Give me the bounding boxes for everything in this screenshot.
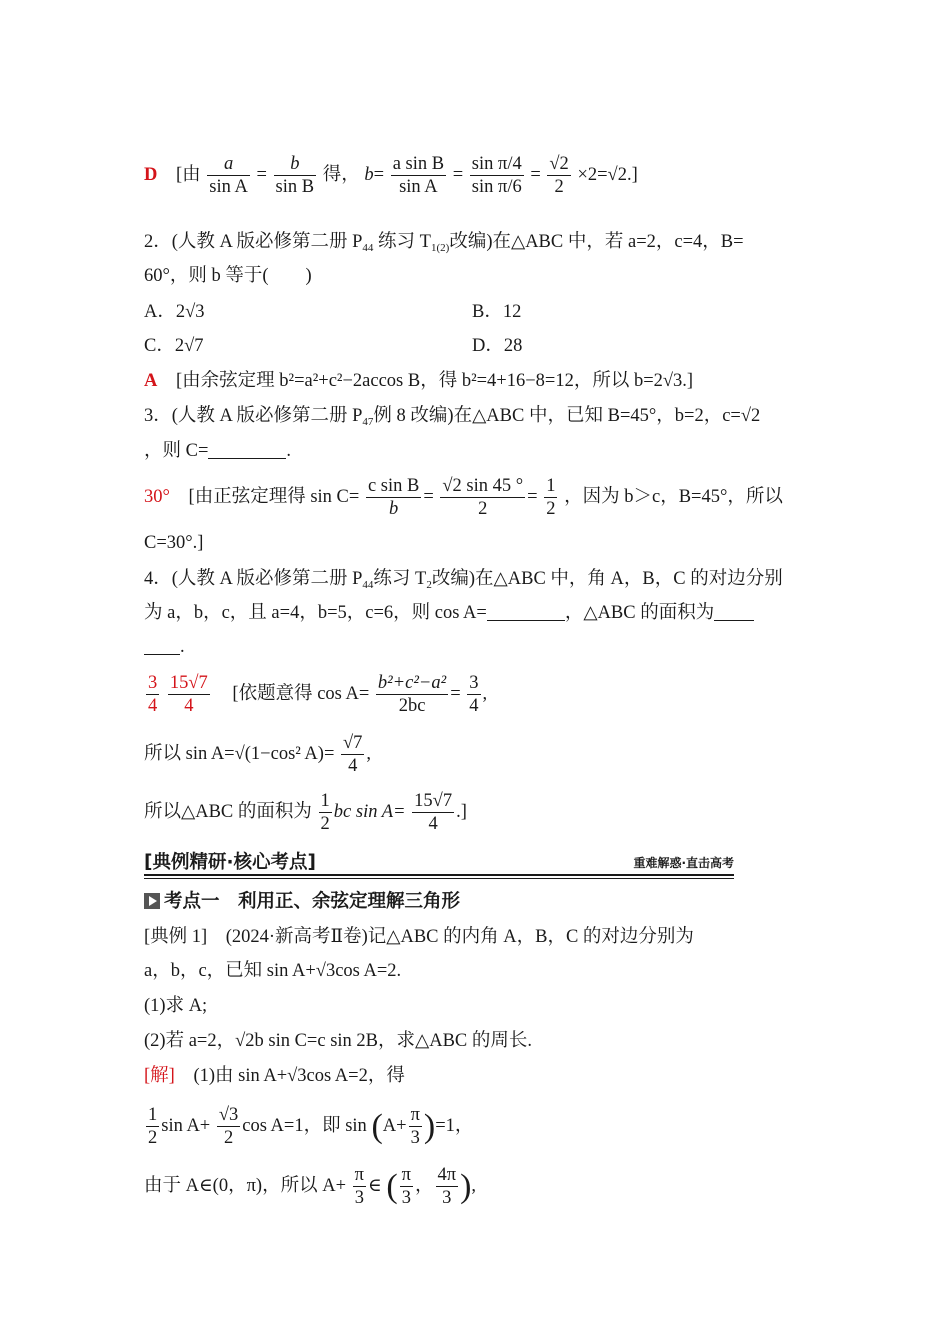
- q4-stem-line1: 4．(人教 A 版必修第二册 $P_{44}$练习 $T_2$改编)在△ABC 中，角 A，B，C 的对边分别: [144, 569, 783, 591]
- section-header: [144, 848, 734, 876]
- q2-stem-line1: 2．(人教 A 版必修第二册 $P_{44}$ 练习 $T_{1(2)}$改编)在△ABC 中，若 a=2，c=4，B=: [144, 232, 744, 254]
- fraction: $\frac{√3}{2}$: [218, 1105, 239, 1149]
- fraction: $\frac{\text{sin π/4}}{\text{sin π/6}}$: [471, 154, 522, 198]
- fraction: $\frac{3}{4}$: [469, 673, 479, 717]
- example-line2: a，b，c，已知 sin A+√3cos A=2.: [144, 961, 402, 981]
- key-point-heading: 考点一 利用正、余弦定理解三角形: [144, 890, 460, 914]
- fraction: $\frac{1}{2}$: [148, 1105, 158, 1149]
- q1-text: [由: [176, 165, 201, 185]
- q4-stem-line3: .: [144, 635, 185, 659]
- solution-start: [解] (1)由 sin A+√3cos A=2，得: [144, 1066, 405, 1086]
- fraction: $\frac{\text{c sin B}}{b}$: [367, 476, 420, 520]
- fraction: $\frac{15√7}{4}$: [414, 791, 453, 835]
- example-q2: (2)若 a=2，√2b sin C=c sin 2B，求△ABC 的周长.: [144, 1031, 533, 1051]
- q4-answer-1: $\frac{3}{4}$: [148, 673, 158, 717]
- q1-answer-letter: D: [144, 165, 158, 185]
- section-tagline: 重难解惑·直击高考: [633, 856, 734, 870]
- answer-blank: [208, 440, 286, 459]
- q3-stem-line1: 3．(人教 A 版必修第二册 $P_{47}$例 8 改编)在△ABC 中，已知 B=45°，b=2，c=√2: [144, 406, 761, 428]
- fraction: $\frac{a}{\text{sin A}}$: [209, 154, 248, 198]
- q4-solution-line2: 所以 sin A=√(1−cos² A)= $\frac{√7}{4}$ ,: [144, 733, 372, 777]
- q4-solution-line3: 所以△ABC 的面积为 $\frac{1}{2}$ bc sin A= $\frac{15√7}{4}$ .]: [144, 791, 467, 835]
- fraction: $\frac{√2 \sin 45 ^\circ}{2}$: [442, 476, 524, 520]
- fraction: $\frac{b}{\text{sin B}}$: [275, 154, 315, 198]
- fraction: $\frac{√2}{2}$: [549, 154, 569, 198]
- fraction: $\frac{\text{a sin B}}{\text{sin A}}$: [392, 154, 445, 198]
- example-line1: [典例 1] (2024·新高考Ⅱ卷)记△ABC 的内角 A，B，C 的对边分别为: [144, 927, 694, 947]
- q2-option-b[interactable]: B．12: [472, 302, 522, 322]
- answer-blank: [714, 602, 754, 621]
- q2-option-c[interactable]: C．2√7: [144, 336, 204, 356]
- q4-stem-line2: 为 a，b，c，且 a=4，b=5，c=6，则 cos A= ，△ABC 的面积为: [144, 601, 754, 625]
- q3-answer: 30°: [144, 487, 170, 507]
- fraction: $\frac{4\pi}{3}$: [437, 1165, 457, 1209]
- q4-solution-line1: $\frac{3}{4}$ $\frac{15√7}{4}$ [依题意得 cos A= $\frac{\text{b²+c²−a²}}{2bc}$ = $\frac{3}{4}$ ,: [148, 673, 488, 717]
- q4-answer-2: $\frac{15√7}{4}$: [169, 673, 208, 717]
- jie-label: [解]: [144, 1066, 175, 1086]
- q2-answer-letter: A: [144, 371, 158, 391]
- q2-stem-line2: 60°，则 b 等于( ): [144, 266, 312, 286]
- fraction: $\frac{\pi}{3}$: [354, 1165, 364, 1209]
- fraction: $\frac{\text{b²+c²−a²}}{2bc}$: [377, 673, 447, 717]
- fraction: $\frac{1}{2}$: [320, 791, 330, 835]
- q3-solution-line2: C=30°.]: [144, 533, 204, 553]
- fraction: $\frac{\pi}{3}$: [401, 1165, 411, 1209]
- q3-stem-line2: ，则 C= .: [144, 441, 292, 461]
- fraction: $\frac{\pi}{3}$: [410, 1105, 420, 1149]
- section-title: [典例精研·核心考点]: [144, 852, 316, 873]
- solution-line2: $\frac{1}{2}$ sin A+ $\frac{√3}{2}$ cos A=1，即 sin (A+ $\frac{\pi}{3}$ )=1，: [148, 1105, 474, 1149]
- example-q1: (1)求 A;: [144, 996, 208, 1016]
- q2-option-a[interactable]: A．2√3: [144, 302, 205, 322]
- q2-solution: A [由余弦定理 b²=a²+c²−2accos B，得 b²=4+16−8=12，所以 b=2√3.]: [144, 371, 694, 391]
- answer-blank: [144, 636, 180, 655]
- fraction: $\frac{√7}{4}$: [343, 733, 363, 777]
- q1-answer-line: D [由 $\frac{a}{\text{sin A}}$ = $\frac{b}{\text{sin B}}$ 得， b= $\frac{\text{a sin B}}{\text{sin A}}$ = $\frac{\text{sin π/4}}{\text{sin π/6}}$ = $\frac{√2}{2}$ ×2=√2.]: [144, 154, 638, 198]
- q3-solution-line1: 30° [由正弦定理得 sin C= $\frac{\text{c sin B}}{b}$ = $\frac{√2 \sin 45 ^\circ}{2}$ = $\frac{1}{2}$ ，因为 b＞c，B=45°，所以: [144, 476, 783, 520]
- play-triangle-icon: [144, 893, 160, 909]
- q2-option-d[interactable]: D．28: [472, 336, 523, 356]
- fraction: $\frac{1}{2}$: [546, 476, 556, 520]
- answer-blank: [487, 602, 565, 621]
- solution-line3: 由于 A∈(0，π)，所以 A+ $\frac{\pi}{3}$ ∈ ( $\frac{\pi}{3}$ ， $\frac{4\pi}{3}$ ),: [144, 1165, 477, 1209]
- section-divider: [144, 878, 734, 879]
